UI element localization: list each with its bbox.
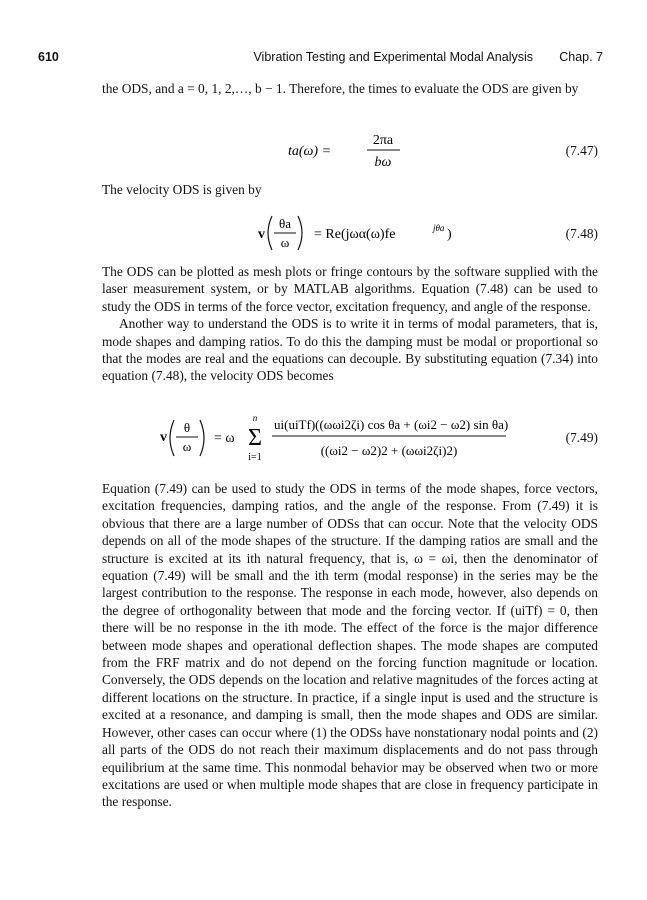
eq48-v: v bbox=[258, 227, 265, 242]
eq47-numerator: 2πa bbox=[372, 133, 394, 148]
eq48-close: ) bbox=[447, 227, 452, 242]
eq49-lhs-eq: = ω bbox=[214, 431, 235, 446]
eq49-sum-top: n bbox=[252, 413, 258, 423]
paragraph-5b-text: = 0, then there will be no response in the ith mode. The effect of the force is the major difference between mode shapes and operational deflection shapes. The mode shapes are computed from the FRF matrix and do not depend on the forcing function magnitude or location. Conversely, the ODS depends on the location and relative magnitudes of the forces acting at different locations on the structure. In practice, if a single input is used and the structure is excited at a resonance, and damping is small, then the mode shapes and ODS are similar. However, other cases can occur where (1) the ODSs have nonstationary nodal points and (2) all parts of the ODS do not reach their maximum displacements and do not pass through equilibrium at the same time. This nonmodal behavior may be observed when two or more excitations are used or when multiple mode shapes that are close in frequency participate in the response. bbox=[102, 602, 598, 810]
paragraph-3-text: The ODS can be plotted as mesh plots or fringe contours by the software supplied with the laser measurement system, or by MATLAB algorithms. Equation (7.48) can be used to study the ODS in terms of the force vector, excitation frequency, and angle of the response. bbox=[102, 264, 598, 314]
eq49-theta: θ bbox=[183, 420, 191, 435]
equation-7-48-svg bbox=[102, 210, 598, 256]
paragraph-4-text: Another way to understand the ODS is to write it in terms of modal parameters, that is, mode shapes and damping ratios. To do this the damping must be modal or proportional so that the modes are real and the equations can decouple. By substituting equation (7.34) into equation (7.48), the velocity ODS becomes bbox=[102, 316, 598, 384]
eq49-numerator: ui(uiTf)((ωωi2ζi) cos θa + (ωi2 − ω2) sin θa) bbox=[274, 417, 509, 432]
paragraph-3 bbox=[102, 263, 598, 385]
chapter-label: Chap. 7 bbox=[559, 50, 603, 64]
eq49-left-paren bbox=[170, 420, 174, 456]
paragraph-2 bbox=[102, 181, 598, 198]
eq49-right-paren bbox=[200, 420, 204, 456]
paragraph-1-text: the ODS, and a = 0, 1, 2,…, b − 1. Therefore, the times to evaluate the ODS are given by bbox=[102, 81, 579, 96]
eq49-denominator: ((ωi2 − ω2)2 + (ωωi2ζi)2) bbox=[320, 443, 458, 458]
eq48-left-paren bbox=[268, 216, 272, 250]
equation-7-48 bbox=[102, 210, 598, 256]
eq47-lhs: ta(ω) = bbox=[288, 144, 332, 159]
paragraph-5-text bbox=[102, 480, 598, 811]
running-title: Vibration Testing and Experimental Modal Analysis bbox=[253, 50, 533, 64]
eq47-denominator: bω bbox=[374, 155, 392, 170]
equation-7-49-svg bbox=[102, 410, 598, 470]
eq49-number: (7.49) bbox=[565, 430, 598, 445]
inline-utf-expression: (uiTf) bbox=[510, 602, 543, 618]
equation-7-49 bbox=[102, 410, 598, 470]
paragraph-5a-text: Equation (7.49) can be used to study the ODS in terms of the mode shapes, force vectors, excitation frequencies, damping ratios, and the angle of the response. From (7.49) it is obvious that there are a large number of ODSs that can occur. Note that the velocity ODS depends on all of the mode shapes of the structure. If the damping ratios are small and the structure is excited at its ith natural frequency, that is, ω = ωi, then the denominator of equation (7.49) will be small and the ith term (modal response) in the series may be the largest contribution to the response. The response in each mode, however, also depends on the degree of orthogonality between that mode and the forcing vector. If bbox=[102, 481, 598, 618]
equation-7-47 bbox=[102, 128, 598, 172]
page-number: 610 bbox=[38, 50, 59, 64]
equation-7-47-svg bbox=[102, 128, 598, 172]
paragraph-2-text: The velocity ODS is given by bbox=[102, 182, 262, 197]
eq48-right-paren bbox=[298, 216, 302, 250]
eq48-theta: θa bbox=[279, 216, 291, 231]
eq48-omega: ω bbox=[280, 235, 290, 250]
paragraph-5 bbox=[102, 480, 598, 811]
eq48-number: (7.48) bbox=[565, 226, 598, 241]
eq49-v: v bbox=[160, 430, 167, 445]
eq47-number: (7.47) bbox=[565, 143, 598, 158]
paragraph-1 bbox=[102, 80, 598, 97]
eq49-sum-bot: i=1 bbox=[248, 452, 262, 463]
eq49-omega: ω bbox=[182, 439, 192, 454]
eq49-sigma: Σ bbox=[248, 425, 262, 451]
running-header bbox=[38, 50, 603, 68]
eq48-rhs: = Re(jωα(ω)fe bbox=[314, 227, 396, 242]
eq48-exponent: jθa bbox=[433, 223, 445, 233]
